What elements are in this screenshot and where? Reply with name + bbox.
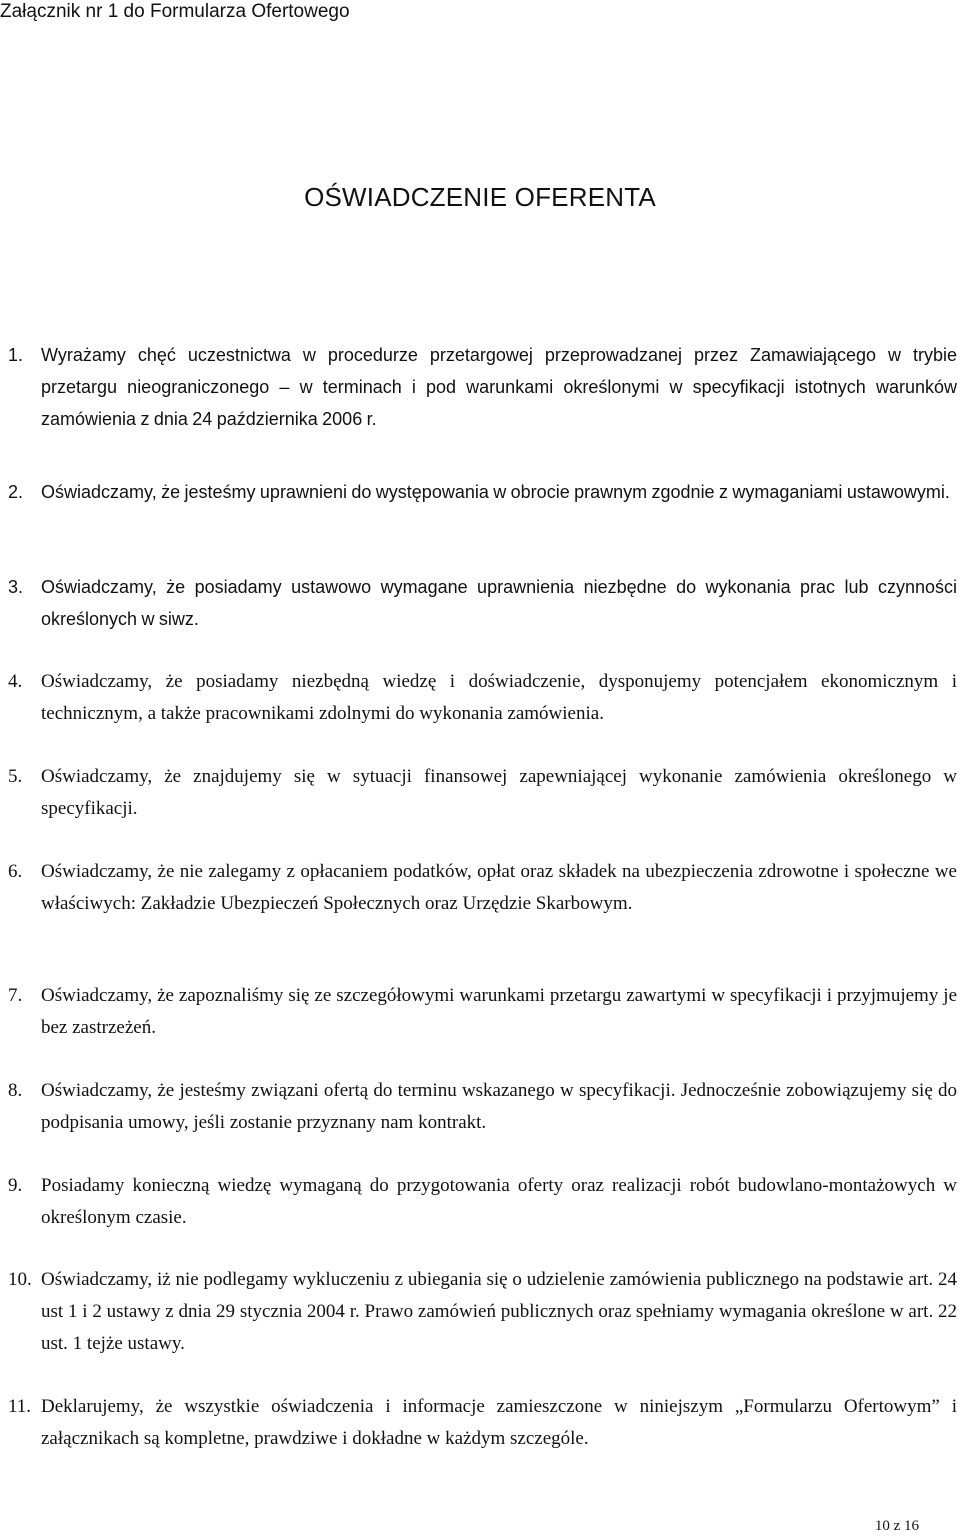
item-number: 7. — [8, 985, 23, 1006]
item-number: 11. — [8, 1396, 32, 1417]
statement-item-9 — [0, 1170, 957, 1234]
statement-item-2 — [0, 476, 957, 508]
item-text: Wyrażamy chęć uczestnictwa w procedurze przetargowej przeprowadzanej przez Zamawiającego w trybie przetargu nieograniczonego – w terminach i pod warunkami określonymi w specyfikacji istotnych warunków zamówienia z dnia 24 października 2006 r. — [41, 345, 957, 429]
item-text: Deklarujemy, że wszystkie oświadczenia i informacje zamieszczone w niniejszym „Formularzu Ofertowym” i załącznikach są kompletne, prawdziwe i dokładne w każdym szczególe. — [41, 1396, 957, 1449]
page-number: 10 z 16 — [874, 1518, 919, 1534]
statement-item-4 — [0, 666, 957, 730]
item-number: 8. — [8, 1080, 23, 1101]
statement-item-5 — [0, 761, 957, 825]
item-text: Oświadczamy, że zapoznaliśmy się ze szczegółowymi warunkami przetargu zawartymi w specyfikacji i przyjmujemy je bez zastrzeżeń. — [41, 985, 957, 1038]
item-number: 6. — [8, 861, 23, 882]
item-number: 10. — [8, 1269, 32, 1290]
item-text: Oświadczamy, iż nie podlegamy wykluczeniu z ubiegania się o udzielenie zamówienia publicznego na podstawie art. 24 ust 1 i 2 ustawy z dnia 29 stycznia 2004 r. Prawo zamówień publicznych oraz spełniamy wymagania określone w art. 22 ust. 1 tejże ustawy. — [41, 1269, 957, 1354]
document-title: OŚWIADCZENIE OFERENTA — [304, 182, 656, 212]
statement-item-7 — [0, 980, 957, 1044]
item-text: Oświadczamy, że posiadamy niezbędną wiedzę i doświadczenie, dysponujemy potencjałem ekonomicznym i technicznym, a także pracownikami zdolnymi do wykonania zamówienia. — [41, 671, 957, 724]
statement-item-6 — [0, 856, 957, 920]
item-number: 9. — [8, 1175, 23, 1196]
item-number: 2. — [8, 482, 24, 502]
item-text: Oświadczamy, że nie zalegamy z opłacaniem podatków, opłat oraz składek na ubezpieczenia zdrowotne i społeczne we właściwych: Zakładzie Ubezpieczeń Społecznych oraz Urzędzie Skarbowym. — [41, 861, 957, 914]
item-number: 1. — [8, 345, 24, 365]
statement-item-8 — [0, 1075, 957, 1139]
item-number: 3. — [8, 577, 24, 597]
item-text: Oświadczamy, że posiadamy ustawowo wymagane uprawnienia niezbędne do wykonania prac lub czynności określonych w siwz. — [41, 577, 957, 629]
attachment-note: Załącznik nr 1 do Formularza Ofertowego — [0, 1, 350, 22]
item-number: 4. — [8, 671, 23, 692]
item-text: Oświadczamy, że jesteśmy uprawnieni do występowania w obrocie prawnym zgodnie z wymaganiami ustawowymi. — [41, 482, 950, 502]
item-text: Oświadczamy, że jesteśmy związani ofertą do terminu wskazanego w specyfikacji. Jednocześnie zobowiązujemy się do podpisania umowy, jeśli zostanie przyznany nam kontrakt. — [41, 1080, 957, 1133]
statement-item-1 — [0, 339, 957, 435]
item-text: Posiadamy konieczną wiedzę wymaganą do przygotowania oferty oraz realizacji robót budowlano-montażowych w określonym czasie. — [41, 1175, 957, 1228]
item-text: Oświadczamy, że znajdujemy się w sytuacji finansowej zapewniającej wykonanie zamówienia określonego w specyfikacji. — [41, 766, 957, 819]
statement-item-3 — [0, 571, 957, 635]
item-number: 5. — [8, 766, 23, 787]
statement-item-10 — [0, 1264, 957, 1360]
statement-item-11 — [0, 1391, 957, 1455]
